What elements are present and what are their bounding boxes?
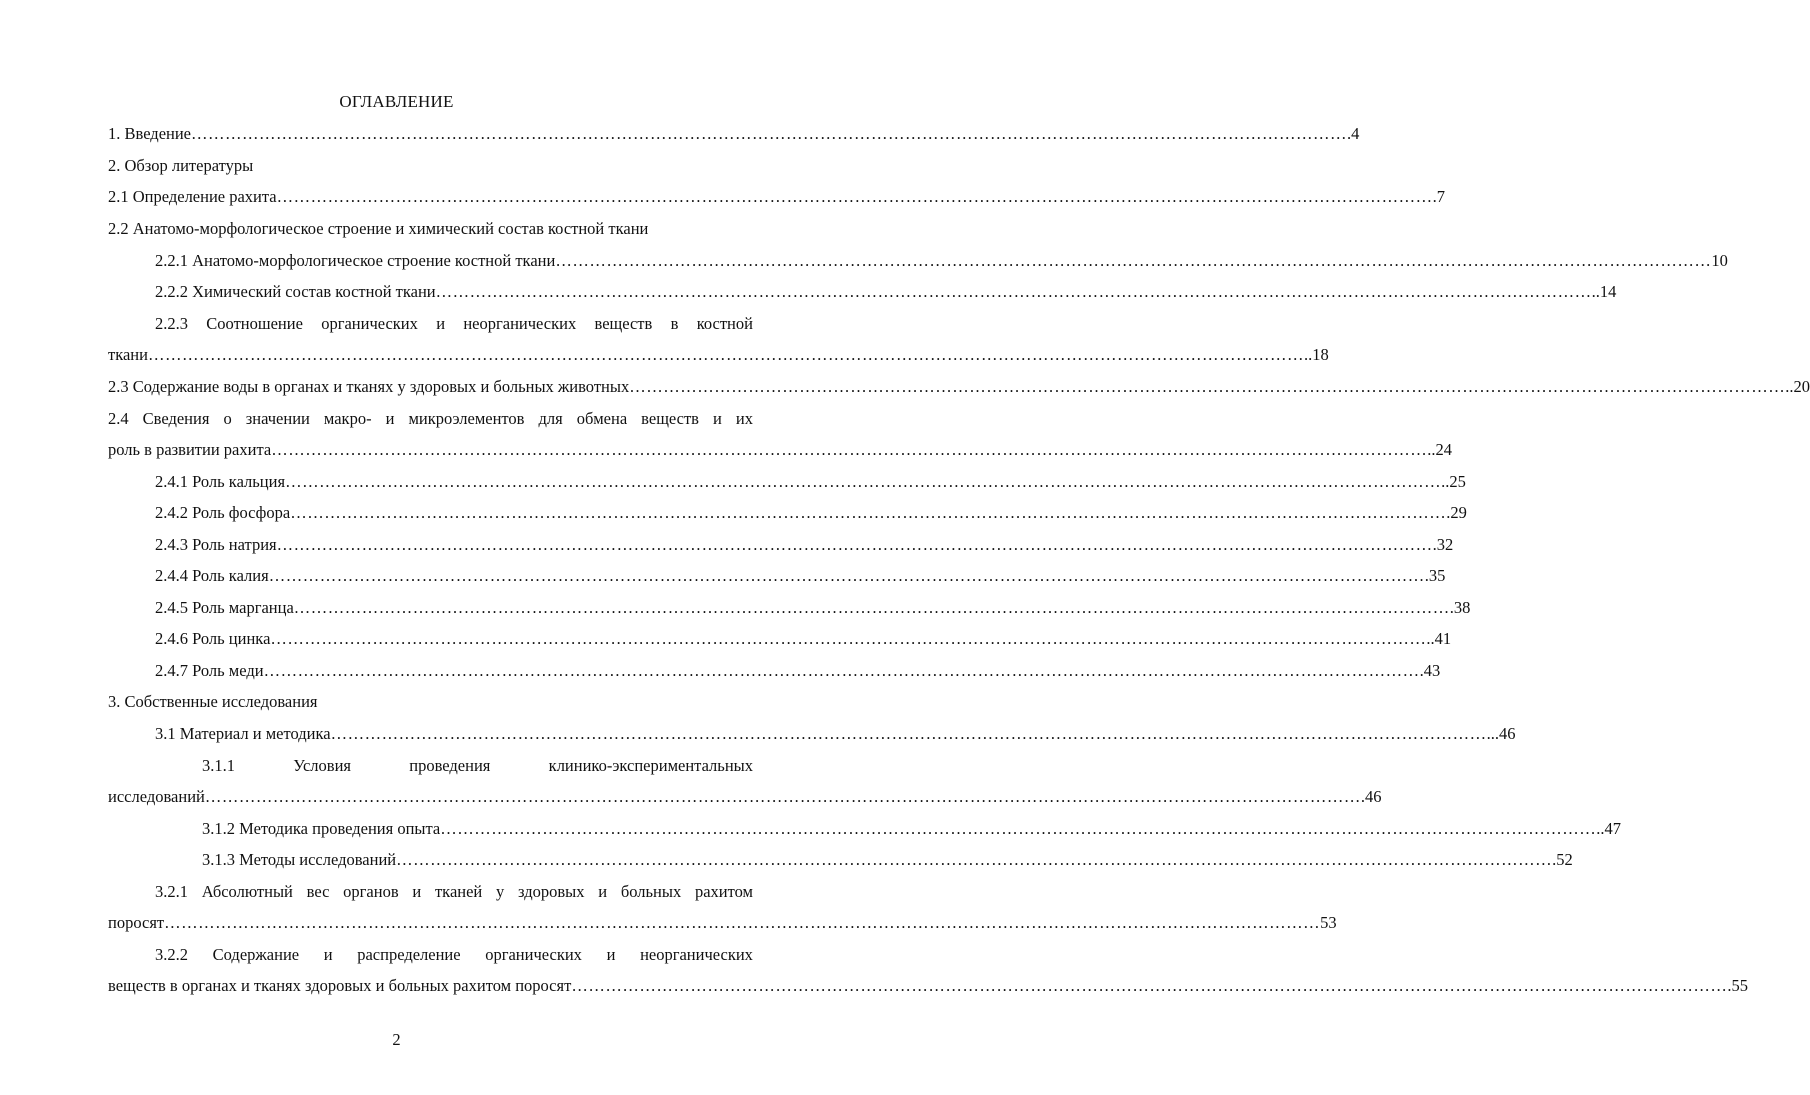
leader-dots: ……………………………………………………………………………………………………………………………………………………………………………………	[440, 819, 1597, 838]
toc-entry-text: роль в развитии рахита	[108, 440, 272, 459]
toc-entry-text: 2.4.5 Роль марганца	[155, 598, 294, 617]
toc-entry-page: ..25	[1441, 472, 1466, 491]
toc-entry-page: .7	[1432, 187, 1446, 206]
toc-title: ОГЛАВЛЕНИЕ	[339, 92, 454, 111]
leader-dots: ……………………………………………………………………………………………………………………………………………………………………………………	[293, 598, 1450, 617]
word: клинико-экспериментальных	[548, 756, 753, 775]
toc-entry-text: 2. Обзор литературы	[108, 156, 254, 175]
word: Условия	[293, 756, 351, 775]
word: и	[713, 409, 722, 428]
toc-entry-page: .4	[1347, 124, 1360, 143]
word: и	[606, 945, 616, 964]
toc-entry-text: исследований	[108, 787, 205, 806]
toc-entry-page: .43	[1419, 661, 1441, 680]
toc-entry-continuation	[108, 345, 1329, 367]
word: здоровых	[518, 882, 585, 901]
toc-entry	[108, 156, 753, 178]
word: 2.4	[108, 409, 129, 428]
toc-entry-justified	[108, 409, 753, 431]
toc-entry-text: ткани	[108, 345, 148, 364]
leader-dots: ……………………………………………………………………………………………………………………………………………………………………………………	[191, 124, 1348, 143]
toc-entry-text: 3.1 Материал и методика	[155, 724, 331, 743]
toc-entry-text: 2.4.3 Роль натрия	[155, 535, 277, 554]
toc-entry-text: 1. Введение	[108, 124, 192, 143]
word: макро-	[323, 409, 372, 428]
toc-entry-text: 3.1.3 Методы исследований	[202, 850, 397, 869]
leader-dots: ……………………………………………………………………………………………………………………………………………………………………………………	[330, 724, 1487, 743]
word: значении	[245, 409, 310, 428]
word: распределение	[357, 945, 461, 964]
word: у	[496, 882, 505, 901]
toc-entry	[155, 535, 1454, 557]
toc-entry-text: 2.3 Содержание воды в органах и тканях у здоровых и больных животных	[108, 377, 630, 396]
toc-entry	[108, 377, 1810, 399]
toc-entry-page: .55	[1727, 976, 1748, 995]
toc-entry-text: 2.4.2 Роль фосфора	[155, 503, 291, 522]
word: больных	[620, 882, 682, 901]
leader-dots: ……………………………………………………………………………………………………………………………………………………………………………………	[276, 187, 1433, 206]
toc-entry-page: .32	[1432, 535, 1454, 554]
toc-entry-page: ..47	[1596, 819, 1621, 838]
word: их	[735, 409, 753, 428]
toc-entry-page: ..41	[1426, 629, 1452, 648]
word: вес	[306, 882, 330, 901]
toc-entry-continuation	[108, 913, 1337, 935]
toc-entry-page: ..20	[1785, 377, 1810, 396]
word: рахитом	[694, 882, 753, 901]
toc-entry-page: 53	[1320, 913, 1337, 932]
toc-entry-text: 2.1 Определение рахита	[108, 187, 277, 206]
toc-entry-justified	[155, 945, 753, 967]
page-number: 2	[392, 1030, 401, 1049]
toc-entry-text: 2.4.1 Роль кальция	[155, 472, 286, 491]
toc-entry	[155, 503, 1467, 525]
leader-dots: ……………………………………………………………………………………………………………………………………………………………………………………	[276, 535, 1433, 554]
toc-entry-text: 2.4.6 Роль цинка	[155, 629, 271, 648]
word: в	[670, 314, 679, 333]
toc-entry	[202, 819, 1621, 841]
leader-dots: ……………………………………………………………………………………………………………………………………………………………………………………	[147, 345, 1304, 364]
toc-entry	[108, 219, 753, 241]
word: обмена	[576, 409, 628, 428]
toc-entry	[202, 850, 1573, 872]
toc-entry-page: .38	[1449, 598, 1471, 617]
word: 2.2.3	[155, 314, 188, 333]
toc-entry-continuation	[108, 787, 1382, 809]
leader-dots: ……………………………………………………………………………………………………………………………………………………………………………………	[555, 251, 1712, 270]
leader-dots: ……………………………………………………………………………………………………………………………………………………………………………………	[571, 976, 1728, 995]
word: Содержание	[212, 945, 300, 964]
leader-dots: ……………………………………………………………………………………………………………………………………………………………………………………	[396, 850, 1553, 869]
toc-entry-continuation	[108, 976, 1748, 998]
toc-entry	[155, 724, 1516, 746]
word: Абсолютный	[201, 882, 293, 901]
toc-entry-text: 3. Собственные исследования	[108, 692, 318, 711]
leader-dots: ……………………………………………………………………………………………………………………………………………………………………………………	[629, 377, 1786, 396]
toc-entry-page: 10	[1711, 251, 1728, 270]
word: и	[598, 882, 608, 901]
word: костной	[696, 314, 753, 333]
leader-dots: ……………………………………………………………………………………………………………………………………………………………………………………	[204, 787, 1361, 806]
toc-entry	[108, 692, 753, 714]
toc-entry-page: .35	[1424, 566, 1446, 585]
word: неорганических	[463, 314, 577, 333]
toc-entry-text: 2.2.1 Анатомо-морфологическое строение костной ткани	[155, 251, 556, 270]
word: веществ	[641, 409, 699, 428]
word: Сведения	[142, 409, 210, 428]
leader-dots: ……………………………………………………………………………………………………………………………………………………………………………………	[270, 629, 1427, 648]
toc-entry-text: 2.2 Анатомо-морфологическое строение и химический состав костной ткани	[108, 219, 649, 238]
toc-entry-justified	[155, 314, 753, 336]
toc-entry-text: веществ в органах и тканях здоровых и больных рахитом поросят	[108, 976, 572, 995]
toc-entry	[108, 124, 1360, 146]
word: проведения	[409, 756, 491, 775]
toc-entry	[155, 661, 1441, 683]
toc-entry-justified	[155, 882, 753, 904]
toc-entry-page: ..18	[1303, 345, 1329, 364]
toc-entry	[155, 251, 1728, 273]
toc-entry	[155, 629, 1452, 651]
word: тканей	[434, 882, 483, 901]
toc-entry-page: .46	[1360, 787, 1382, 806]
toc-entry-continuation	[108, 440, 1452, 462]
word: веществ	[594, 314, 653, 333]
word: и	[385, 409, 395, 428]
toc-entry	[108, 187, 1446, 209]
toc-entry	[155, 472, 1466, 494]
toc-entry-text: поросят	[108, 913, 165, 932]
toc-entry-text: 2.4.7 Роль меди	[155, 661, 264, 680]
leader-dots: ……………………………………………………………………………………………………………………………………………………………………………………	[268, 566, 1425, 585]
word: и	[412, 882, 422, 901]
word: 3.1.1	[202, 756, 235, 775]
leader-dots: ……………………………………………………………………………………………………………………………………………………………………………………	[271, 440, 1428, 459]
leader-dots: ……………………………………………………………………………………………………………………………………………………………………………………	[263, 661, 1420, 680]
word: и	[436, 314, 446, 333]
toc-entry-text: 2.4.4 Роль калия	[155, 566, 269, 585]
toc-entry-page: .52	[1552, 850, 1573, 869]
leader-dots: ……………………………………………………………………………………………………………………………………………………………………………………	[290, 503, 1447, 522]
word: Соотношение	[206, 314, 303, 333]
toc-entry-page: ..14	[1591, 282, 1617, 301]
word: 3.2.1	[155, 882, 188, 901]
word: микроэлементов	[408, 409, 525, 428]
toc-entry-page: ...46	[1486, 724, 1516, 743]
toc-entry-page: ..24	[1427, 440, 1452, 459]
word: органических	[485, 945, 582, 964]
word: о	[223, 409, 232, 428]
toc-entry-text: 2.2.2 Химический состав костной ткани	[155, 282, 436, 301]
word: и	[323, 945, 333, 964]
toc-entry	[155, 566, 1446, 588]
leader-dots: ……………………………………………………………………………………………………………………………………………………………………………………	[285, 472, 1442, 491]
word: органов	[343, 882, 399, 901]
word: 3.2.2	[155, 945, 188, 964]
toc-entry-page: .29	[1446, 503, 1467, 522]
toc-entry-text: 3.1.2 Методика проведения опыта	[202, 819, 441, 838]
leader-dots: ……………………………………………………………………………………………………………………………………………………………………………………	[435, 282, 1592, 301]
word: для	[538, 409, 563, 428]
word: органических	[321, 314, 418, 333]
leader-dots: ……………………………………………………………………………………………………………………………………………………………………………………	[164, 913, 1321, 932]
toc-entry-justified	[202, 756, 753, 778]
word: неорганических	[640, 945, 753, 964]
toc-entry	[155, 282, 1617, 304]
toc-entry	[155, 598, 1471, 620]
